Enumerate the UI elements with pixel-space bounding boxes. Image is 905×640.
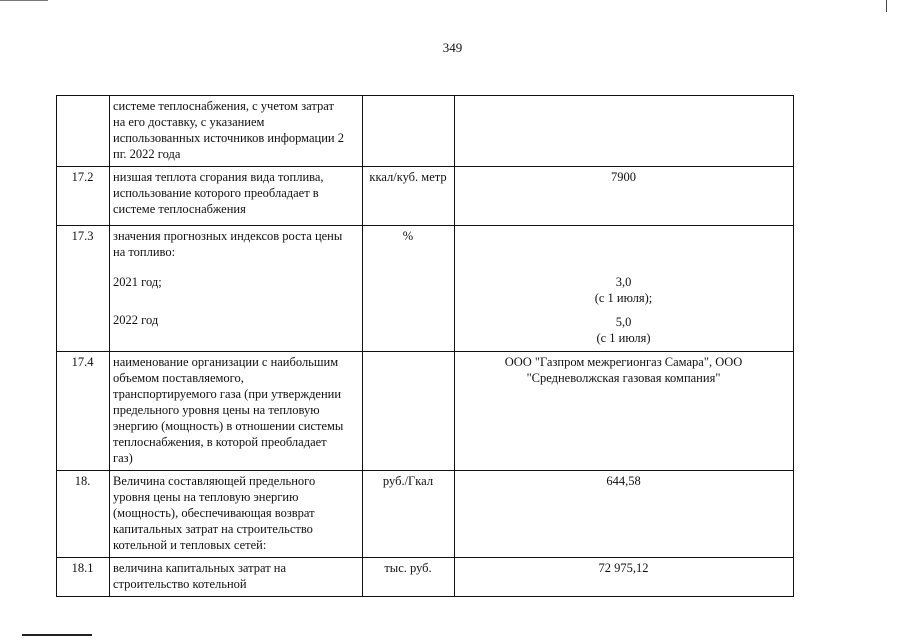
row-value: 7900 [455, 167, 794, 226]
row-unit: тыс. руб. [363, 558, 455, 597]
table-row [57, 96, 794, 167]
sub-label: 2022 год [113, 313, 159, 327]
row-unit [363, 96, 455, 167]
row-number: 18. [57, 471, 110, 558]
row-value [455, 226, 794, 352]
row-number [57, 96, 110, 167]
row-unit: руб./Гкал [363, 471, 455, 558]
row-number: 18.1 [57, 558, 110, 597]
row-name: Величина составляющей предельного уровня цены на тепловую энергию (мощность), обеспечивающая возврат капитальных затрат на строительство котельной и тепловых сетей: [110, 471, 363, 558]
row-value: 72 975,12 [455, 558, 794, 597]
row-name: системе теплоснабжения, с учетом затрат на его доставку, с указанием использованных источников информации 2 пг. 2022 года [110, 96, 363, 167]
sub-label: 2021 год; [113, 275, 162, 289]
scan-edge-line [0, 0, 48, 1]
table-row [57, 167, 794, 226]
table-row [57, 352, 794, 471]
sub-value: 3,0 [615, 275, 632, 289]
scan-bottom-rule [22, 634, 92, 636]
table-row [57, 558, 794, 597]
table-row [57, 226, 794, 352]
row-unit: ккал/куб. метр [363, 167, 455, 226]
sub-value: 5,0 [615, 315, 632, 329]
row-name: низшая теплота сгорания вида топлива, использование которого преобладает в системе теплоснабжения [110, 167, 363, 226]
page-number: 349 [442, 40, 463, 55]
row-value: ООО "Газпром межрегионгаз Самара", ООО "Средневолжская газовая компания" [455, 352, 794, 471]
row-name: величина капитальных затрат на строительство котельной [110, 558, 363, 597]
row-name: значения прогнозных индексов роста цены на топливо: 2021 год; 2022 год [110, 226, 363, 352]
row-number: 17.3 [57, 226, 110, 352]
row-value [455, 96, 794, 167]
scan-edge-mark [886, 0, 887, 12]
row-value: 644,58 [455, 471, 794, 558]
table-row [57, 471, 794, 558]
row-number: 17.2 [57, 167, 110, 226]
row-unit: % [363, 226, 455, 352]
tariff-parameters-table [56, 95, 794, 597]
row-number: 17.4 [57, 352, 110, 471]
row-name: наименование организации с наибольшим объемом поставляемого, транспортируемого газа (при утверждении предельного уровня цены на тепловую энергию (мощность) в отношении системы теплоснабжения, в которой преобладает газ) [110, 352, 363, 471]
sub-value-note: (с 1 июля); [594, 291, 653, 305]
sub-value-note: (с 1 июля) [596, 331, 651, 345]
row-unit [363, 352, 455, 471]
